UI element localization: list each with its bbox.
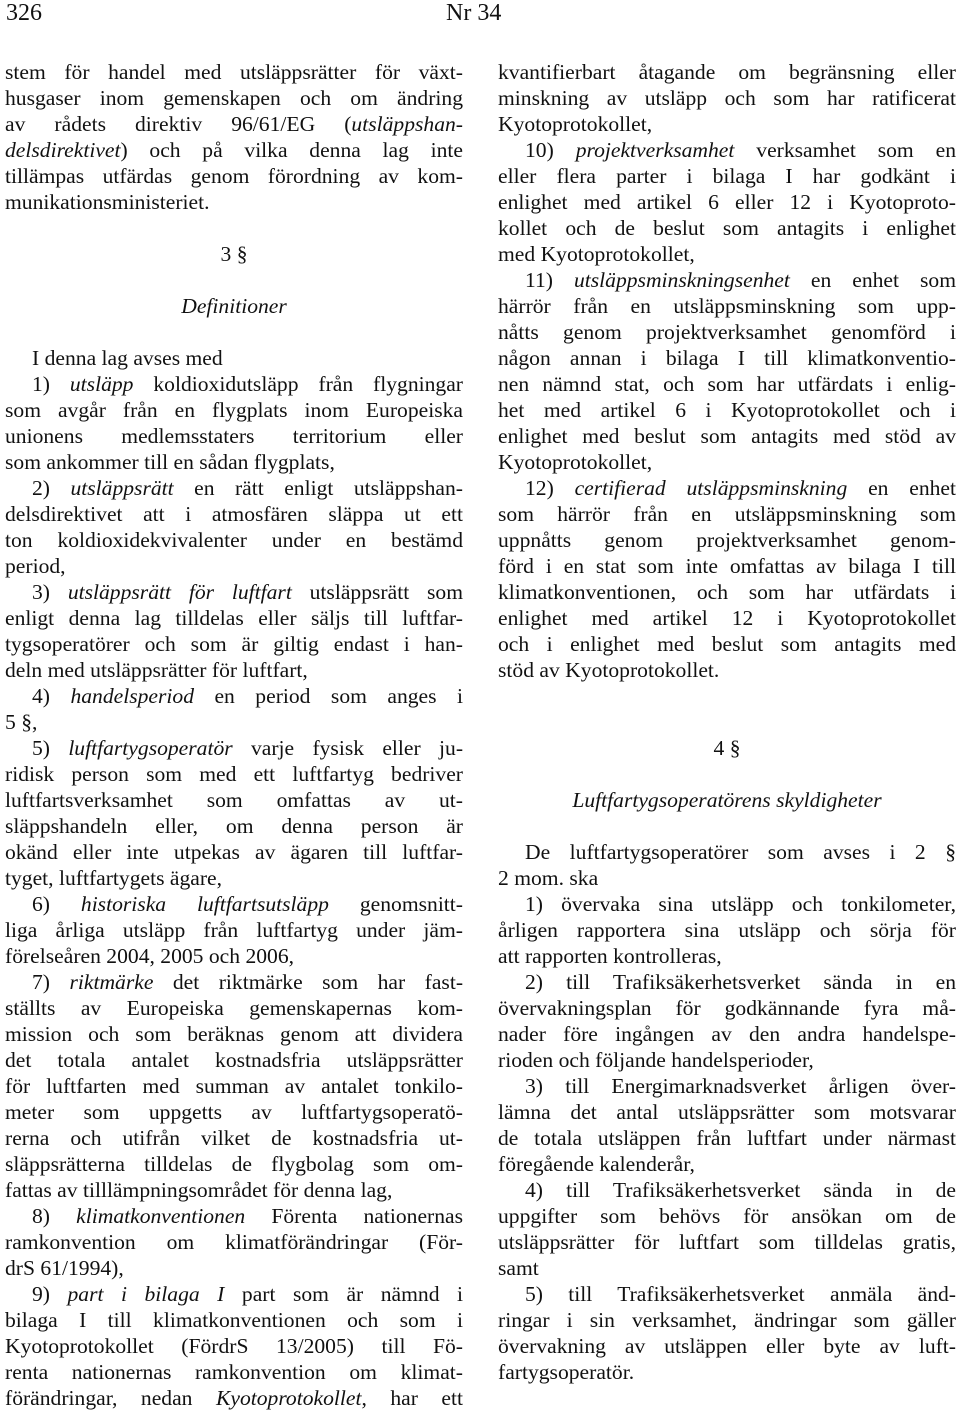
- text-segment: koldioxidutsläpp från flygningar: [133, 372, 463, 396]
- text-segment: rioden och följande handelsperioder,: [498, 1048, 814, 1072]
- text-line: [5, 1151, 463, 1177]
- text-line: [5, 995, 463, 1021]
- text-line: [498, 605, 956, 631]
- text-segment: enlighet med beslut som antagits med stöd av: [498, 424, 956, 448]
- text-segment: ramkonvention om klimatförändringar (För-: [5, 1230, 463, 1254]
- text-segment: av rådets direktiv 96/61/EG (: [5, 112, 352, 136]
- text-line: [498, 943, 956, 969]
- text-segment: okänd eller inte utpekas av ägaren till luftfar-: [5, 840, 463, 864]
- text-segment: tyget, luftfartygets ägare,: [5, 866, 223, 890]
- text-segment: stöd av Kyotoprotokollet.: [498, 658, 720, 682]
- spacer: [498, 813, 956, 839]
- text-line: [498, 475, 956, 501]
- text-segment: verksamhet som en: [734, 138, 956, 162]
- text-segment: att rapporten kontrolleras,: [498, 944, 722, 968]
- text-segment: het med artikel 6 i Kyotoprotokollet och i: [498, 398, 956, 422]
- text-line: [498, 1333, 956, 1359]
- text-segment: 4): [32, 684, 71, 708]
- text-line: [5, 85, 463, 111]
- text-line: [5, 1099, 463, 1125]
- text-segment: ridisk person som med ett luftfartyg bedriver: [5, 762, 463, 786]
- text-segment: ) och på vilka denna lag inte: [120, 138, 463, 162]
- text-line: [5, 371, 463, 397]
- text-segment: det riktmärke som har fast-: [153, 970, 464, 994]
- text-segment: övervakning av utsläppen eller byte av luft-: [498, 1334, 956, 1358]
- text-line: [5, 111, 463, 137]
- text-segment: utsläppsrätter för luftfart som tilldelas gratis,: [498, 1230, 956, 1254]
- text-segment: meter som uppgetts av luftfartygsoperatö-: [5, 1100, 463, 1124]
- text-segment: 12): [525, 476, 575, 500]
- text-line: [5, 1385, 463, 1411]
- text-line: [498, 267, 956, 293]
- text-line: [498, 579, 956, 605]
- text-line: [5, 1125, 463, 1151]
- spacer: [5, 215, 463, 241]
- text-line: [5, 189, 463, 215]
- text-line: [498, 397, 956, 423]
- text-line: [498, 1307, 956, 1333]
- text-line: [498, 501, 956, 527]
- text-line: [498, 111, 956, 137]
- text-line: [498, 449, 956, 475]
- text-segment: Förenta nationernas: [245, 1204, 464, 1228]
- text-line: [5, 709, 463, 735]
- text-segment: delsdirektivet att i atmosfären släppa ut ett: [5, 502, 463, 526]
- section-heading-line: [5, 241, 463, 267]
- text-line: [498, 59, 956, 85]
- text-line: [498, 1021, 956, 1047]
- text-line: [5, 1047, 463, 1073]
- spacer: [5, 319, 463, 345]
- text-line: [498, 423, 956, 449]
- text-line: [498, 1151, 956, 1177]
- text-line: [5, 761, 463, 787]
- italic-term: Luftfartygsoperatörens skyldigheter: [572, 788, 882, 812]
- text-segment: nen nämnd stat, och som har utfärdats i enlig-: [498, 372, 956, 396]
- text-segment: kollet och de beslut som antagits i enlighet: [498, 216, 956, 240]
- text-line: [498, 137, 956, 163]
- text-segment: lämna det antal utsläppsrätter som motsvarar: [498, 1100, 956, 1124]
- italic-term: Kyotoprotokollet: [215, 1386, 362, 1410]
- text-segment: 4 §: [713, 736, 741, 760]
- text-line: [5, 865, 463, 891]
- italic-term: certifierad utsläppsminskning: [574, 476, 848, 500]
- text-line: [5, 813, 463, 839]
- text-segment: rerna och utifrån vilket de kostnadsfria ut-: [5, 1126, 463, 1150]
- text-segment: kvantifierbart åtagande om begränsning eller: [498, 60, 956, 84]
- page-header: [0, 0, 960, 30]
- text-line: [5, 345, 463, 371]
- text-line: [5, 1359, 463, 1385]
- text-segment: nader före ingången av den andra handelspe-: [498, 1022, 956, 1046]
- spacer: [498, 683, 956, 709]
- text-segment: som avgår från en flygplats inom Europeiska: [5, 398, 463, 422]
- italic-term: utsläppsrätt för luftfart: [67, 580, 292, 604]
- text-segment: nåtts genom projektverksamhet genomförd i: [498, 320, 956, 344]
- text-segment: en period som anges i: [194, 684, 464, 708]
- text-line: [498, 1099, 956, 1125]
- text-segment: utsläppsrätt som: [291, 580, 464, 604]
- text-line: [5, 683, 463, 709]
- text-line: [5, 475, 463, 501]
- text-line: [5, 1333, 463, 1359]
- text-segment: eller flera parter i bilaga I har godkänt i: [498, 164, 956, 188]
- text-segment: uppgifter som behövs för ansökan om de: [498, 1204, 956, 1228]
- text-segment: fartygsoperatör.: [498, 1360, 635, 1384]
- text-line: [5, 579, 463, 605]
- text-line: [498, 1359, 956, 1385]
- text-segment: husgaser inom gemenskapen och om ändring: [5, 86, 463, 110]
- text-line: [498, 189, 956, 215]
- text-segment: årligen rapportera sina utsläpp och sörja för: [498, 918, 956, 942]
- text-line: [498, 917, 956, 943]
- italic-term: delsdirektivet: [5, 138, 121, 162]
- text-line: [498, 631, 956, 657]
- text-line: [5, 735, 463, 761]
- text-segment: ringar i sin verksamhet, ändringar som gäller: [498, 1308, 956, 1332]
- text-segment: enligt denna lag tilldelas eller säljs till luftfar-: [5, 606, 463, 630]
- text-segment: 4) till Trafiksäkerhetsverket sända in de: [525, 1178, 956, 1202]
- text-line: [498, 1229, 956, 1255]
- text-line: [5, 1281, 463, 1307]
- text-segment: genomsnitt-: [328, 892, 464, 916]
- text-line: [5, 553, 463, 579]
- section-heading-line: [5, 293, 463, 319]
- text-segment: 6): [32, 892, 81, 916]
- text-line: [5, 1203, 463, 1229]
- text-line: [5, 1177, 463, 1203]
- text-line: [498, 371, 956, 397]
- text-segment: 5) till Trafiksäkerhetsverket anmäla änd-: [525, 1282, 956, 1306]
- text-line: [5, 1073, 463, 1099]
- text-segment: för luftfarten med summan av antalet tonkilo-: [5, 1074, 463, 1098]
- text-line: [498, 1203, 956, 1229]
- text-line: [5, 631, 463, 657]
- text-segment: en enhet: [847, 476, 956, 500]
- text-segment: med Kyotoprotokollet,: [498, 242, 695, 266]
- text-line: [5, 137, 463, 163]
- text-line: [498, 865, 956, 891]
- text-line: [498, 319, 956, 345]
- text-line: [5, 943, 463, 969]
- text-line: [5, 1021, 463, 1047]
- text-segment: 7): [32, 970, 70, 994]
- text-segment: stem för handel med utsläppsrätter för växt-: [5, 60, 463, 84]
- text-segment: 5 §,: [5, 710, 38, 734]
- text-segment: ton koldioxidekvivalenter under en bestämd: [5, 528, 463, 552]
- issue-number: Nr 34: [446, 0, 502, 26]
- italic-term: utsläppsminskningsenhet: [573, 268, 790, 292]
- section-heading-line: [498, 787, 956, 813]
- text-line: [5, 657, 463, 683]
- right-column: [498, 59, 956, 1385]
- italic-term: utsläpp: [69, 372, 134, 396]
- text-segment: bilaga I till klimatkonventionen och som i: [5, 1308, 463, 1332]
- text-segment: släppsrätterna tilldelas de flygbolag som om-: [5, 1152, 463, 1176]
- text-segment: tillämpas utfärdas genom förordning av kom-: [5, 164, 463, 188]
- text-line: [5, 423, 463, 449]
- italic-term: handelsperiod: [70, 684, 195, 708]
- italic-term: klimatkonventionen: [76, 1204, 246, 1228]
- text-line: [498, 527, 956, 553]
- text-line: [498, 891, 956, 917]
- text-line: [5, 787, 463, 813]
- text-line: [498, 969, 956, 995]
- text-line: [498, 1073, 956, 1099]
- text-segment: varje fysisk eller ju-: [232, 736, 464, 760]
- text-segment: och i enlighet med beslut som antagits med: [498, 632, 956, 656]
- text-line: [498, 85, 956, 111]
- text-segment: luftfartsverksamhet som omfattas av ut-: [5, 788, 463, 812]
- italic-term: part i bilaga I: [67, 1282, 225, 1306]
- text-line: [5, 1307, 463, 1333]
- text-line: [498, 553, 956, 579]
- text-segment: 2) till Trafiksäkerhetsverket sända in en: [525, 970, 956, 994]
- text-line: [5, 839, 463, 865]
- text-segment: drS 61/1994),: [5, 1256, 124, 1280]
- text-line: [5, 527, 463, 553]
- spacer: [498, 709, 956, 735]
- text-segment: munikationsministeriet.: [5, 190, 210, 214]
- text-segment: enlighet med artikel 12 i Kyotoprotokollet: [498, 606, 956, 630]
- text-segment: 1): [32, 372, 70, 396]
- text-line: [498, 163, 956, 189]
- text-line: [498, 215, 956, 241]
- text-segment: 8): [32, 1204, 77, 1228]
- text-segment: övervakningsplan för godkännande fyra må-: [498, 996, 956, 1020]
- text-segment: 3 §: [220, 242, 248, 266]
- text-segment: som härrör från en utsläppsminskning som: [498, 502, 956, 526]
- text-segment: samt: [498, 1256, 539, 1280]
- text-segment: 10): [525, 138, 576, 162]
- text-segment: deln med utsläppsrätter för luftfart,: [5, 658, 308, 682]
- text-segment: ställts av Europeiska gemenskapernas kom-: [5, 996, 463, 1020]
- text-segment: Kyotoprotokollet,: [498, 112, 653, 136]
- text-segment: de totala utsläppen från luftfart under närmast: [498, 1126, 956, 1150]
- text-segment: , har ett: [361, 1386, 463, 1410]
- text-segment: minskning av utsläpp och som har ratificerat: [498, 86, 956, 110]
- text-segment: förändringar, nedan: [5, 1386, 216, 1410]
- text-line: [5, 59, 463, 85]
- text-segment: tygsoperatörer och som är giltig endast i han-: [5, 632, 463, 656]
- text-line: [498, 839, 956, 865]
- text-segment: förelseåren 2004, 2005 och 2006,: [5, 944, 295, 968]
- text-line: [5, 891, 463, 917]
- text-segment: 3) till Energimarknadsverket årligen över-: [525, 1074, 956, 1098]
- text-line: [5, 917, 463, 943]
- text-segment: 2 mom. ska: [498, 866, 599, 890]
- text-segment: en enhet som: [789, 268, 956, 292]
- italic-term: luftfartygsoperatör: [68, 736, 233, 760]
- text-segment: en rätt enligt utsläppshan-: [173, 476, 463, 500]
- text-segment: liga årliga utsläpp från luftfartyg under jäm-: [5, 918, 463, 942]
- italic-term: utsläppshan-: [351, 112, 463, 136]
- text-line: [498, 1281, 956, 1307]
- text-line: [5, 397, 463, 423]
- text-segment: 1) övervaka sina utsläpp och tonkilometer,: [525, 892, 956, 916]
- text-line: [498, 1047, 956, 1073]
- text-segment: härrör från en utsläppsminskning som upp-: [498, 294, 956, 318]
- text-line: [5, 605, 463, 631]
- text-line: [498, 1125, 956, 1151]
- text-segment: 9): [32, 1282, 68, 1306]
- text-segment: period,: [5, 554, 66, 578]
- text-line: [498, 241, 956, 267]
- text-segment: förd i en stat som inte omfattas av bilaga I till: [498, 554, 956, 578]
- text-segment: fattas av tilllämpningsområdet för denna lag,: [5, 1178, 393, 1202]
- page-number: 326: [6, 0, 42, 26]
- text-segment: Kyotoprotokollet (FördrS 13/2005) till Fö-: [5, 1334, 463, 1358]
- text-segment: 2): [32, 476, 71, 500]
- text-segment: renta nationernas ramkonvention om klimat-: [5, 1360, 463, 1384]
- left-column: [5, 59, 463, 1411]
- text-line: [498, 293, 956, 319]
- text-segment: enlighet med artikel 6 eller 12 i Kyotoproto-: [498, 190, 956, 214]
- text-line: [498, 1177, 956, 1203]
- text-line: [498, 345, 956, 371]
- text-line: [5, 163, 463, 189]
- text-segment: unionens medlemsstaters territorium eller: [5, 424, 463, 448]
- text-segment: Kyotoprotokollet,: [498, 450, 653, 474]
- text-segment: släppshandeln eller, om denna person är: [5, 814, 463, 838]
- text-segment: 11): [525, 268, 574, 292]
- text-segment: som ankommer till en sådan flygplats,: [5, 450, 335, 474]
- section-heading-line: [498, 735, 956, 761]
- text-line: [5, 501, 463, 527]
- text-line: [5, 1255, 463, 1281]
- text-segment: part som är nämnd i: [224, 1282, 464, 1306]
- text-segment: I denna lag avses med: [32, 346, 223, 370]
- text-segment: De luftfartygsoperatörer som avses i 2 §: [525, 840, 956, 864]
- text-segment: klimatkonventionen, och som har utfärdats i: [498, 580, 956, 604]
- text-segment: mission och som beräknas genom att dividera: [5, 1022, 463, 1046]
- spacer: [498, 761, 956, 787]
- text-segment: 5): [32, 736, 69, 760]
- italic-term: riktmärke: [69, 970, 154, 994]
- italic-term: projektverksamhet: [575, 138, 735, 162]
- text-line: [5, 449, 463, 475]
- italic-term: utsläppsrätt: [70, 476, 174, 500]
- text-segment: det totala antalet kostnadsfria utsläppsrätter: [5, 1048, 463, 1072]
- text-line: [5, 1229, 463, 1255]
- text-line: [498, 995, 956, 1021]
- text-line: [498, 657, 956, 683]
- text-segment: någon annan i bilaga I till klimatkonventio-: [498, 346, 956, 370]
- italic-term: historiska luftfartsutsläpp: [80, 892, 329, 916]
- text-segment: 3): [32, 580, 68, 604]
- text-line: [498, 1255, 956, 1281]
- text-segment: uppnåtts genom projektverksamhet genom-: [498, 528, 956, 552]
- spacer: [5, 267, 463, 293]
- italic-term: Definitioner: [181, 294, 287, 318]
- text-line: [5, 969, 463, 995]
- text-segment: föregående kalenderår,: [498, 1152, 695, 1176]
